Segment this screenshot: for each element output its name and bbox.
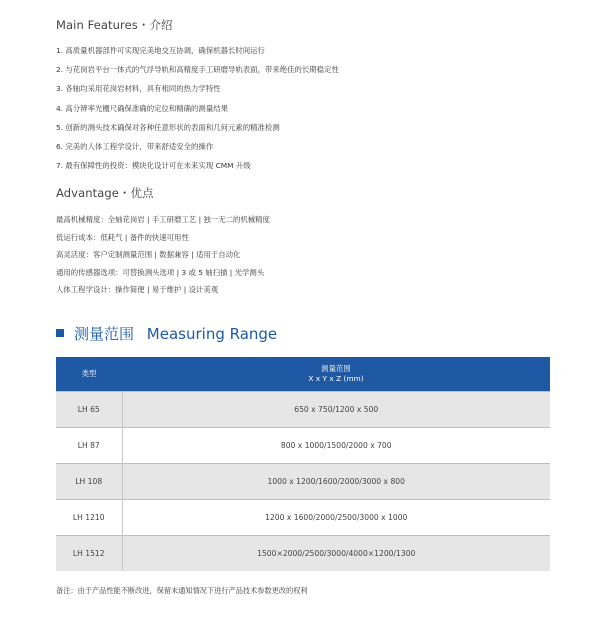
advantage-item: 通用的传感器选项：可替换测头选项 | 3 或 5 轴扫描 | 光学测头: [56, 267, 265, 277]
feature-item: 2. 与花岗岩平台一体式的气浮导轨和高精度手工研磨导轨表面，带来绝佳的长期稳定性: [56, 65, 339, 75]
advantage-title: Advantage・优点: [56, 186, 154, 200]
range-cell: 1000 x 1200/1600/2000/3000 x 800: [122, 464, 550, 500]
square-bullet-icon: [56, 329, 64, 337]
range-cell: 1200 x 1600/2000/2500/3000 x 1000: [122, 500, 550, 536]
model-cell: LH 108: [56, 464, 122, 500]
table-row: [56, 500, 550, 536]
advantage-item: 高灵活度：客户定制测量范围 | 数据兼容 | 适用于自动化: [56, 250, 241, 260]
measuring-range-heading: [56, 322, 277, 344]
footnote: 备注：由于产品性能不断改进，保留未通知情况下进行产品技术参数更改的权利: [56, 586, 308, 595]
feature-item: 6. 完美的人体工程学设计，带来舒适安全的操作: [56, 141, 214, 151]
advantage-item: 人体工程学设计：操作简便 | 易于维护 | 设计美观: [56, 285, 219, 295]
features-title: Main Features・介绍: [56, 18, 173, 32]
table-row: [56, 392, 550, 428]
feature-item: 1. 高质量机器部件可实现完美地交互协调，确保机器长时间运行: [56, 46, 265, 55]
feature-item: 4. 高分辨率光栅尺确保准确的定位和精确的测量结果: [56, 103, 228, 113]
advantage-item: 最高机械精度：全轴花岗岩 | 手工研磨工艺 | 独一无二的机械精度: [56, 215, 270, 224]
feature-item: 3. 各轴均采用花岗岩材料，具有相同的热力学特性: [56, 84, 221, 94]
measuring-range-table: [56, 357, 550, 571]
table-row: [56, 536, 550, 572]
range-cell: 650 x 750/1200 x 500: [122, 392, 550, 428]
table-row: [56, 464, 550, 500]
model-cell: LH 87: [56, 428, 122, 464]
advantage-item: 低运行成本：低耗气 | 备件的快速可用性: [56, 232, 189, 242]
range-cell: 1500×2000/2500/3000/4000×1200/1300: [122, 536, 550, 572]
features-list: [56, 41, 339, 175]
model-cell: LH 1210: [56, 500, 122, 536]
range-cell: 800 x 1000/1500/2000 x 700: [122, 428, 550, 464]
header-range: [122, 357, 550, 392]
table-header-row: [56, 357, 550, 392]
feature-item: 7. 最有保障性的投资：模块化设计可在未来实现 CMM 升级: [56, 161, 251, 171]
model-cell: LH 1512: [56, 536, 122, 572]
feature-item: 5. 创新的测头技术确保对各种任意形状的表面和几何元素的精准检测: [56, 122, 280, 132]
range-title-cn: 测量范围: [74, 324, 135, 343]
model-cell: LH 65: [56, 392, 122, 428]
table-row: [56, 428, 550, 464]
range-title-en: Measuring Range: [146, 324, 278, 343]
header-type: 类型: [56, 357, 122, 392]
advantage-list: [56, 211, 270, 299]
measuring-range-title: [74, 323, 277, 344]
header-range-line2: X x Y x Z (mm): [308, 374, 364, 383]
header-range-line1: 测量范围: [321, 364, 351, 373]
